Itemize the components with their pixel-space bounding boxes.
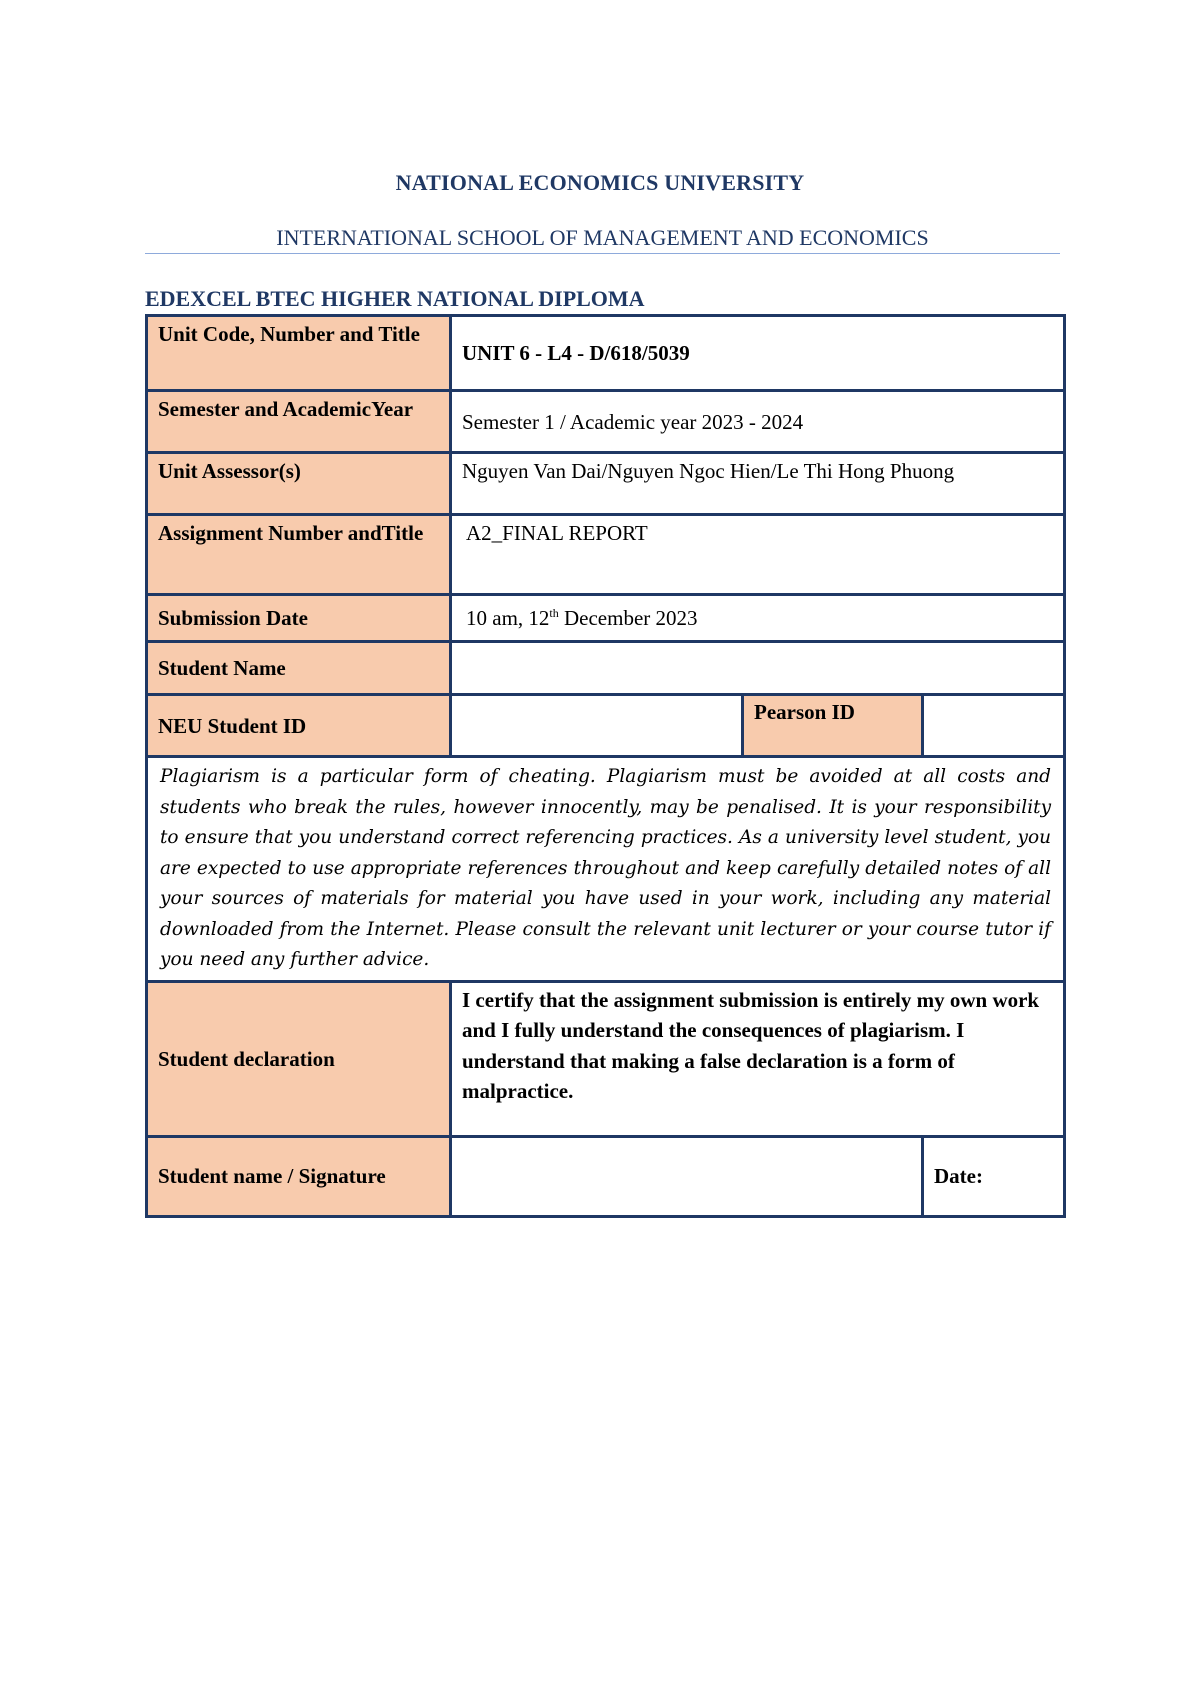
row-signature bbox=[147, 1136, 1065, 1216]
row-unit bbox=[147, 316, 1065, 391]
row-assignment bbox=[147, 515, 1065, 595]
semester-value: Semester 1 / Academic year 2023 - 2024 bbox=[451, 391, 1065, 453]
student-name-label: Student Name bbox=[147, 642, 451, 695]
declaration-label: Student declaration bbox=[147, 981, 451, 1136]
submission-label: Submission Date bbox=[147, 595, 451, 642]
row-notice bbox=[147, 757, 1065, 982]
date-label: Date: bbox=[923, 1136, 1065, 1216]
row-declaration bbox=[147, 981, 1065, 1136]
submission-day: 10 am, 12 bbox=[466, 606, 550, 630]
signature-label: Student name / Signature bbox=[147, 1136, 451, 1216]
assessor-value: Nguyen Van Dai/Nguyen Ngoc Hien/Le Thi Hong Phuong bbox=[451, 453, 1065, 515]
assignment-value: A2_FINAL REPORT bbox=[451, 515, 1065, 595]
signature-field[interactable] bbox=[451, 1136, 923, 1216]
row-ids bbox=[147, 695, 1065, 757]
assessor-label: Unit Assessor(s) bbox=[147, 453, 451, 515]
row-submission bbox=[147, 595, 1065, 642]
neu-id-label: NEU Student ID bbox=[147, 695, 451, 757]
school-name: INTERNATIONAL SCHOOL OF MANAGEMENT AND ECONOMICS bbox=[145, 225, 1060, 254]
program-title: EDEXCEL BTEC HIGHER NATIONAL DIPLOMA bbox=[145, 286, 645, 311]
semester-label: Semester and AcademicYear bbox=[147, 391, 451, 453]
row-assessor bbox=[147, 453, 1065, 515]
neu-id-field[interactable] bbox=[451, 695, 743, 757]
unit-value: UNIT 6 - L4 - D/618/5039 bbox=[451, 316, 1065, 391]
submission-sup: th bbox=[549, 606, 559, 620]
row-semester bbox=[147, 391, 1065, 453]
student-name-field[interactable] bbox=[451, 642, 1065, 695]
pearson-id-label: Pearson ID bbox=[743, 695, 923, 757]
submission-value bbox=[451, 595, 1065, 642]
pearson-id-field[interactable] bbox=[923, 695, 1065, 757]
plagiarism-notice: Plagiarism is a particular form of cheating. Plagiarism must be avoided at all costs and students who break the rules, however innocently, may be penalised. It is your responsibility to ensure that you understand correct referencing practices. As a university level student, you are expected to use appropriate references throughout and keep carefully detailed notes of all your sources of materials for material you have used in your work, including any material downloaded from the Internet. Please consult the relevant unit lecturer or your course tutor if you need any further advice. bbox=[147, 757, 1065, 982]
unit-label: Unit Code, Number and Title bbox=[147, 316, 451, 391]
university-name: NATIONAL ECONOMICS UNIVERSITY bbox=[395, 170, 805, 195]
cover-form-table bbox=[145, 314, 1066, 1218]
assignment-label: Assignment Number andTitle bbox=[147, 515, 451, 595]
declaration-text: I certify that the assignment submission is entirely my own work and I fully understand the consequences of plagiarism. I understand that making a false declaration is a form of malpractice. bbox=[451, 981, 1065, 1136]
submission-rest: December 2023 bbox=[558, 606, 698, 630]
row-student-name bbox=[147, 642, 1065, 695]
